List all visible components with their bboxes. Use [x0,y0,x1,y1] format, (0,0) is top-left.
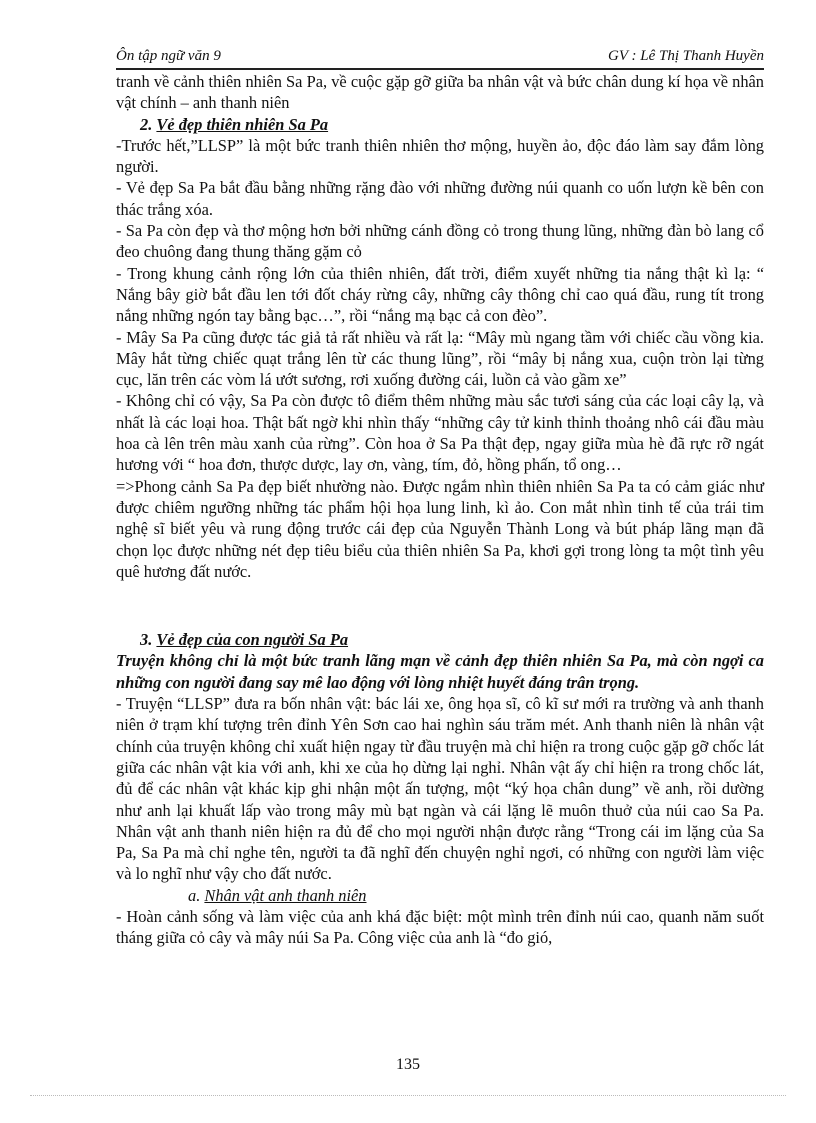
conclusion-paragraph: =>Phong cảnh Sa Pa đẹp biết nhường nào. Được ngắm nhìn thiên nhiên Sa Pa ta có cảm giác như được chiêm ngưỡng những tác phẩm hội họa lung linh, kì ảo. Con mắt nhìn tinh tế của trái tim nghệ sĩ biết yêu và rung động trước cái đẹp của Nguyễn Thành Long và bút pháp lãng mạn đã chọn lọc được những nét đẹp tiêu biểu của thiên nhiên Sa Pa, khơi gợi trong lòng ta một tình yêu quê hương đất nước. [116,476,764,581]
intro-paragraph: tranh về cảnh thiên nhiên Sa Pa, về cuộc gặp gỡ giữa ba nhân vật và bức chân dung kí họa về nhân vật chính – anh thanh niên [116,72,764,113]
header-teacher: GV : Lê Thị Thanh Huyền [608,48,764,64]
section-2-heading [140,114,764,135]
page-number: 135 [396,1056,420,1073]
header-subject: Ôn tập ngữ văn 9 [116,48,221,64]
paragraph: - Truyện “LLSP” đưa ra bốn nhân vật: bác lái xe, ông họa sĩ, cô kĩ sư mới ra trường và anh thanh niên ở trạm khí tượng trên đỉnh Yên Sơn cao hai nghìn sáu trăm mét. Anh thanh niên là nhân vật chính của truyện không chỉ xuất hiện ngay từ đầu truyện mà chỉ hiện ra trong cuộc gặp gỡ chốc lát giữa các nhân vật kia với anh, khi xe của họ dừng lại nghỉ. Nhân vật ấy chỉ hiện ra trong chốc lát, đủ để các nhân vật khác kịp ghi nhận một ấn tượng, một “ký họa chân dung” về anh, rồi dường như anh lại khuất lấp vào trong mây mù bạt ngàn và cái lặng lẽ muôn thuở của núi cao Sa Pa. Nhân vật anh thanh niên hiện ra đủ để cho mọi người nhận được rằng “Trong cái im lặng của Sa Pa, Sa Pa mà chỉ nghe tên, người ta đã nghĩ đến chuyện nghỉ ngơi, có những con người làm việc và lo nghĩ như vậy cho đất nước. [116,694,764,884]
subsection-a-title: Nhân vật anh thanh niên [204,885,367,905]
section-2-title: Vẻ đẹp thiên nhiên Sa Pa [156,114,329,134]
subsection-a-heading [188,885,764,906]
section-2-number: 2. [140,114,153,134]
footer-divider [30,1095,786,1096]
subsection-a-label: a. [188,885,201,905]
paragraph: - Vẻ đẹp Sa Pa bắt đầu bằng những rặng đào với những đường núi quanh co uốn lượn kề bên con thác trắng xóa. [116,178,764,219]
section-3-title: Vẻ đẹp của con người Sa Pa [156,630,349,650]
page-header [116,48,764,70]
document-body [116,71,764,949]
section-3-number: 3. [140,630,153,650]
paragraph: -Trước hết,”LLSP” là một bức tranh thiên nhiên thơ mộng, huyền ảo, độc đáo làm say đắm lòng người. [116,135,764,177]
paragraph: - Không chỉ có vậy, Sa Pa còn được tô điểm thêm những màu sắc tươi sáng của các loại cây lạ, và nhất là các loại hoa. Thật bất ngờ khi nhìn thấy “những cây tử kinh thỉnh thoảng nhô cái đầu màu hoa cà lên trên màu xanh của rừng”. Còn hoa ở Sa Pa thật đẹp, ngay giữa mùa hè đã rực rỡ ngát hương với “ hoa đơn, thược dược, lay ơn, vàng, tím, đỏ, hồng phấn, tổ ong… [116,391,764,475]
paragraph: - Mây Sa Pa cũng được tác giả tả rất nhiều và rất lạ: “Mây mù ngang tầm với chiếc cầu vồng kia. Mây hắt từng chiếc quạt trắng lên từ các thung lũng”, rồi “mây bị nắng xua, cuộn tròn lại từng cục, lăn trên các vòm lá ướt sương, rơi xuống đường cái, luồn cả vào gầm xe” [116,327,764,390]
paragraph: - Sa Pa còn đẹp và thơ mộng hơn bởi những cánh đồng cỏ trong thung lũng, những đàn bò lang cổ đeo chuông đang thung thăng gặm cỏ [116,221,764,262]
section-3-heading [140,629,764,650]
paragraph: - Trong khung cảnh rộng lớn của thiên nhiên, đất trời, điểm xuyết những tia nắng thật kì lạ: “ Nắng bây giờ bắt đầu len tới đốt cháy rừng cây, những cây thông chỉ cao quá đầu, rung tít trong nắng những ngón tay bằng bạc…”, rồi “nắng mạ bạc cả con đèo”. [116,263,764,326]
section-3-lead: Truyện không chỉ là một bức tranh lãng mạn về cảnh đẹp thiên nhiên Sa Pa, mà còn ngợi ca những con người đang say mê lao động với lòng nhiệt huyết đáng trân trọng. [116,651,764,692]
paragraph: - Hoàn cảnh sống và làm việc của anh khá đặc biệt: một mình trên đỉnh núi cao, quanh năm suốt tháng giữa cỏ cây và mây núi Sa Pa. Công việc của anh là “đo gió, [116,906,764,948]
